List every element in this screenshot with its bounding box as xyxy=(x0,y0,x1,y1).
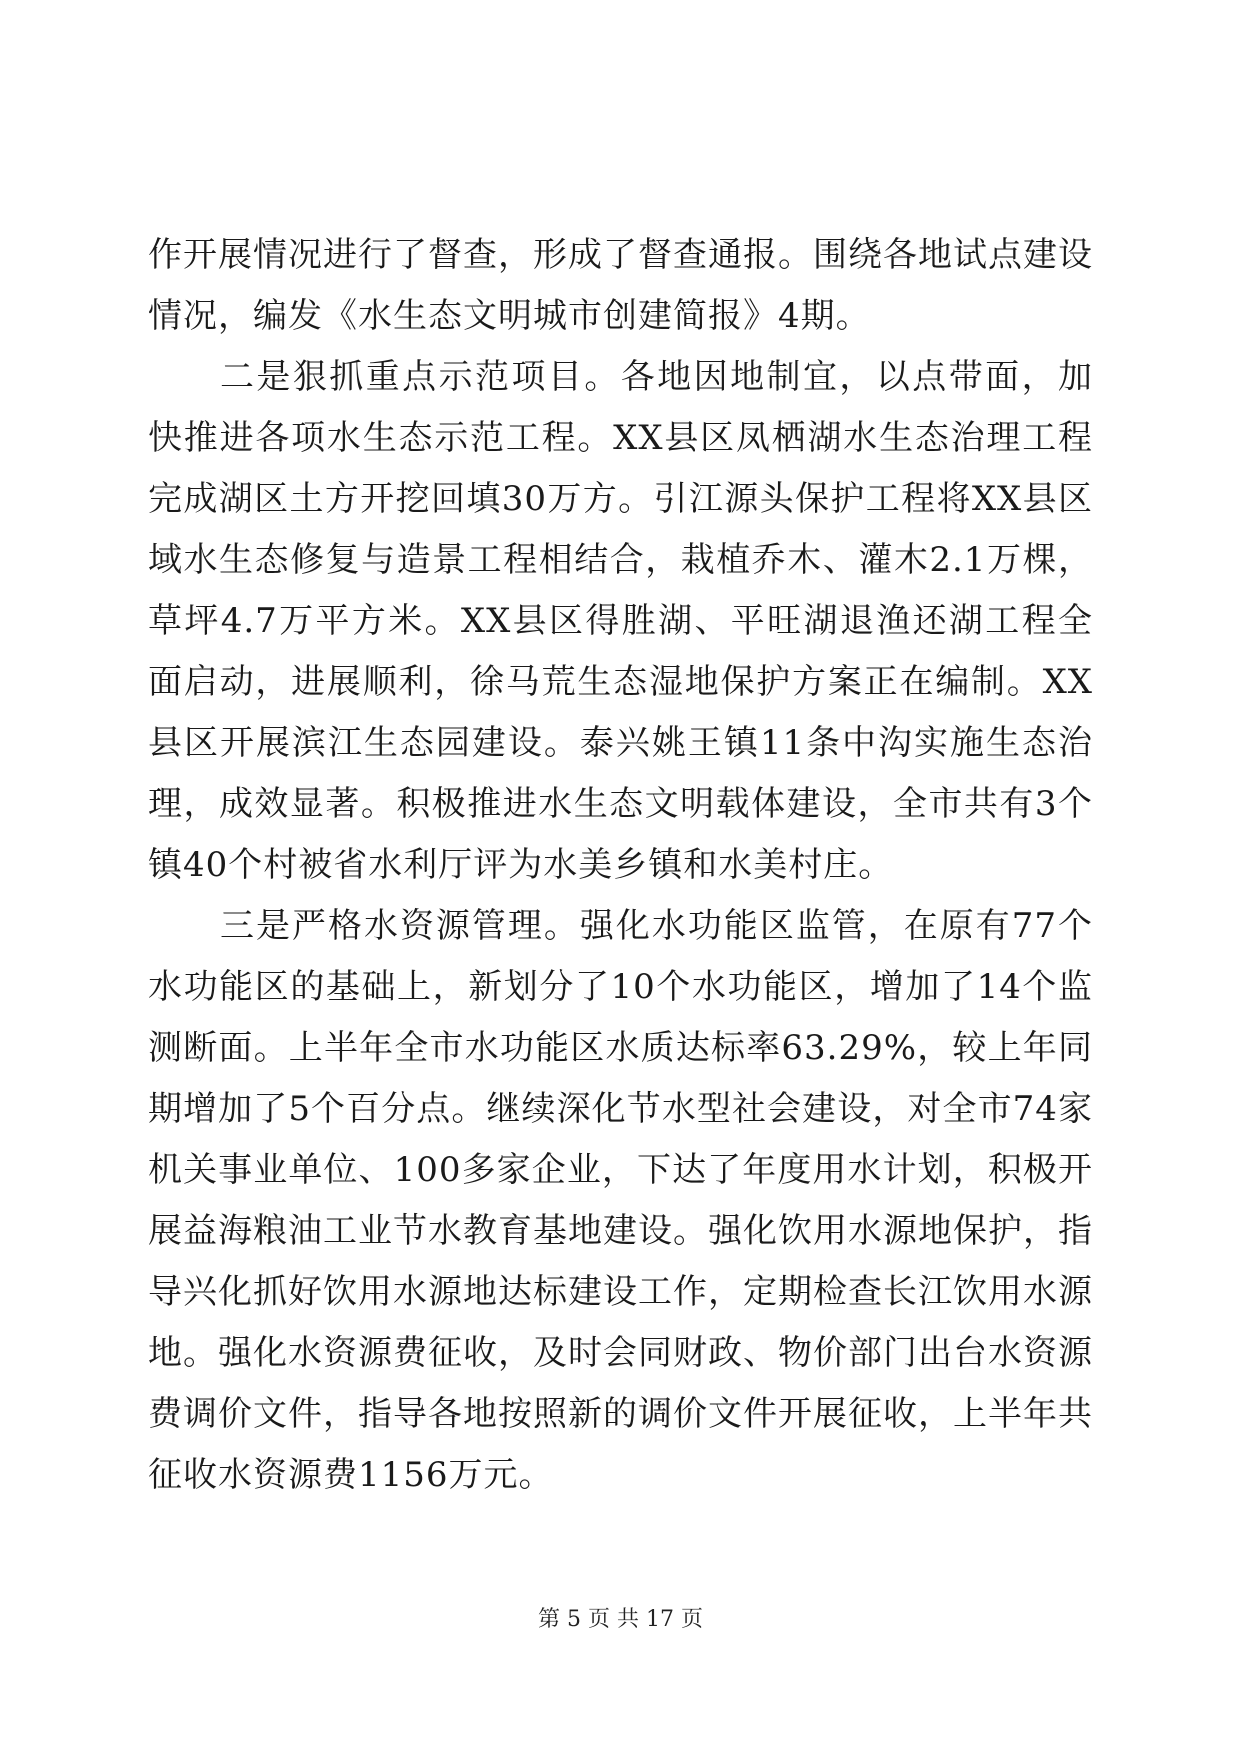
paragraph-continuation: 作开展情况进行了督查，形成了督查通报。围绕各地试点建设情况，编发《水生态文明城市创建简报》4期。 xyxy=(148,235,1093,336)
document-body xyxy=(148,225,1093,1506)
paragraph-water-resource-management: 三是严格水资源管理。强化水功能区监管，在原有77个水功能区的基础上，新划分了10个水功能区，增加了14个监测断面。上半年全市水功能区水质达标率63.29%，较上年同期增加了5个百分点。继续深化节水型社会建设，对全市74家机关事业单位、100多家企业，下达了年度用水计划，积极开展益海粮油工业节水教育基地建设。强化饮用水源地保护，指导兴化抓好饮用水源地达标建设工作，定期检查长江饮用水源地。强化水资源费征收，及时会同财政、物价部门出台水资源费调价文件，指导各地按照新的调价文件开展征收，上半年共征收水资源费1156万元。 xyxy=(148,906,1093,1495)
page-footer xyxy=(0,1605,1241,1635)
paragraph-key-demo-projects: 二是狠抓重点示范项目。各地因地制宜，以点带面，加快推进各项水生态示范工程。XX县区凤栖湖水生态治理工程完成湖区土方开挖回填30万方。引江源头保护工程将XX县区域水生态修复与造景工程相结合，栽植乔木、灌木2.1万棵，草坪4.7万平方米。XX县区得胜湖、平旺湖退渔还湖工程全面启动，进展顺利，徐马荒生态湿地保护方案正在编制。XX县区开展滨江生态园建设。泰兴姚王镇11条中沟实施生态治理，成效显著。积极推进水生态文明载体建设，全市共有3个镇40个村被省水利厅评为水美乡镇和水美村庄。 xyxy=(148,357,1093,885)
page-number-label: 第 5 页 共 17 页 xyxy=(538,1607,703,1632)
